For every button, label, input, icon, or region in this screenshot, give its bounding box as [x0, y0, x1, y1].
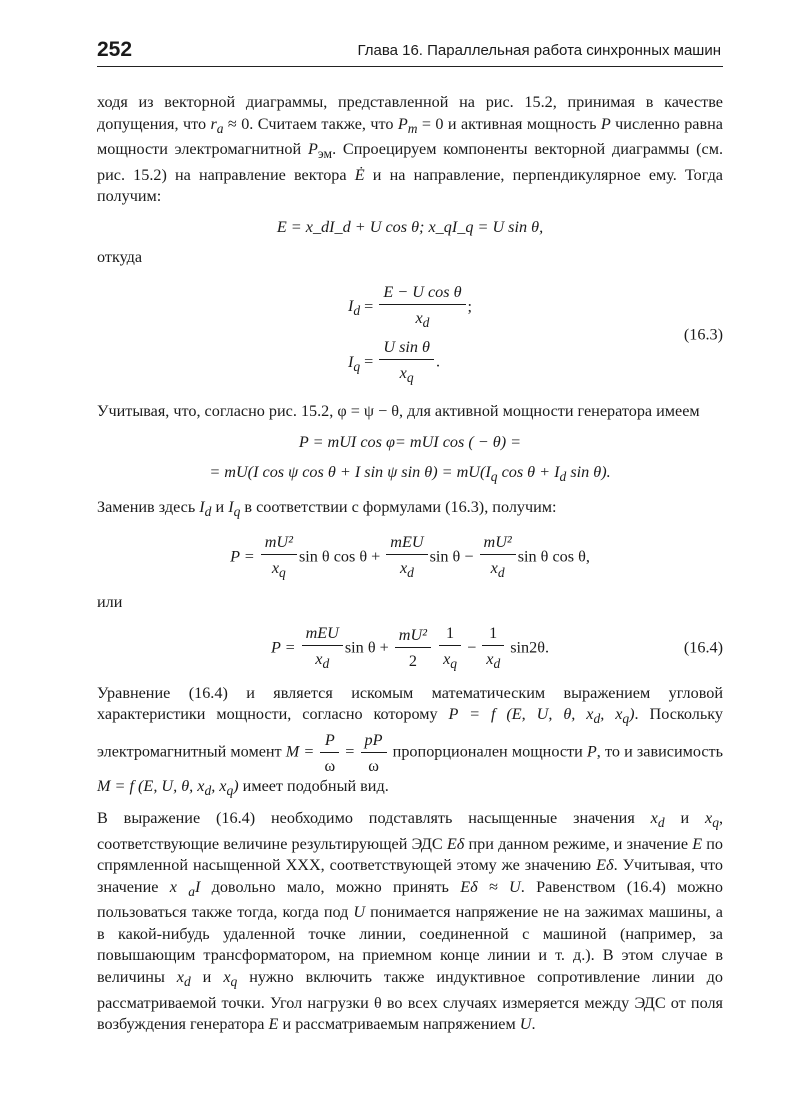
chapter-title: Глава 16. Параллельная работа синхронных машин	[357, 42, 721, 59]
header-rule	[97, 66, 723, 67]
equation-16-3	[97, 278, 723, 392]
page-header	[97, 40, 721, 64]
equation-projections: E = x_dI_d + U cos θ; x_qI_q = U sin θ,	[276, 217, 544, 236]
equation-power-1: P = mUI cos φ= mUI cos ( − θ) =	[298, 432, 522, 451]
paragraph-2: откуда	[97, 248, 143, 267]
page-number: 252	[97, 38, 133, 61]
equation-power-expanded: P = $\frac{\text{mU²}}{x_q}$ sin θ cos θ + $\frac{\text{mEU}}{x_d}$ sin θ − $\frac{\text{mU²}}{x_d}$ sin θ cos θ,	[230, 532, 590, 581]
paragraph-4: Заменив здесь $I_d$ и $I_q$ в соответствии с формулами (16.3), получим:	[97, 498, 557, 520]
paragraph-7: В выражение (16.4) необходимо подставлять насыщенные значения $x_d$ и $x_q$, соответствующие величине результирующей ЭДС Eδ при данном режиме, и значение E по спрямленной насыщенной ХХХ, соответствующей этому же значению Eδ. Учитывая, что значение x $_a$I довольно мало, можно принять Eδ ≈ U. Равенством (16.4) можно пользоваться также тогда, когда под U понимается напряжение не на зажимах машины, а в какой-нибудь удаленной точке линии, соединенной с машиной (например, за повышающим трансформатором, на приемном конце линии и т. д.). В этом случае в величины $x_d$ и $x_q$ нужно включить также индуктивное сопротивление линии до рассматриваемой точки. Угол нагрузки θ во всех случаях измеряется между ЭДС от поля возбуждения генератора E и рассматриваемым напряжением U.	[97, 808, 724, 1034]
equation-power-2: = mU(I cos ψ cos θ + I sin ψ $\sin \theta) = mU(I_q$ $\cos \theta + I_d$ sin θ).	[209, 463, 611, 485]
equation-16-3-row-id: $I_d$ = $\frac{\text{E − U cos θ}}{x_d}$ ;	[347, 282, 473, 331]
equation-16-3-row-iq: $I_q$ = $\frac{\text{U sin θ}}{x_q}$ .	[347, 338, 441, 386]
equation-number-16-4: (16.4)	[683, 638, 723, 657]
equation-16-4: P = $\frac{\text{mEU}}{x_d}$ sin θ + $\frac{\text{mU²}}{2}$ $\frac{1}{x_q}$ − $\frac{1}{x_d}$ sin2θ. (16.4)	[270, 623, 723, 671]
equation-number-16-3: (16.3)	[683, 325, 723, 344]
paragraph-5: или	[97, 593, 123, 612]
paragraph-6: Уравнение (16.4) и является искомым математическим выражением угловой характеристики мощности, согласно которому P = f (E, U, θ, $x_d$, $x_q$). Поскольку электромагнитный момент M = $\frac{P}{\omega}$ = $\frac{pP}{\omega}$ пропорционален мощности P, то и зависимость M = f (E, U, θ, $x_d$, $x_q$) имеет подобный вид.	[97, 683, 723, 799]
page-body	[97, 92, 723, 1036]
paragraph-1: ходя из векторной диаграммы, представленной на рис. 15.2, принимая в качестве допущения, что $r_a \approx 0$. Считаем также, что $P_m = 0$ и активная мощность P численно равна мощности электромагнитной $P_{эм}$. Спроецируем компоненты векторной диаграммы (см. рис. 15.2) на направление вектора Ė и на направление, перпендикулярное ему. Тогда получим:	[97, 93, 723, 206]
paragraph-3: Учитывая, что, согласно рис. 15.2, φ = ψ − θ, для активной мощности генератора имеем	[97, 402, 700, 421]
